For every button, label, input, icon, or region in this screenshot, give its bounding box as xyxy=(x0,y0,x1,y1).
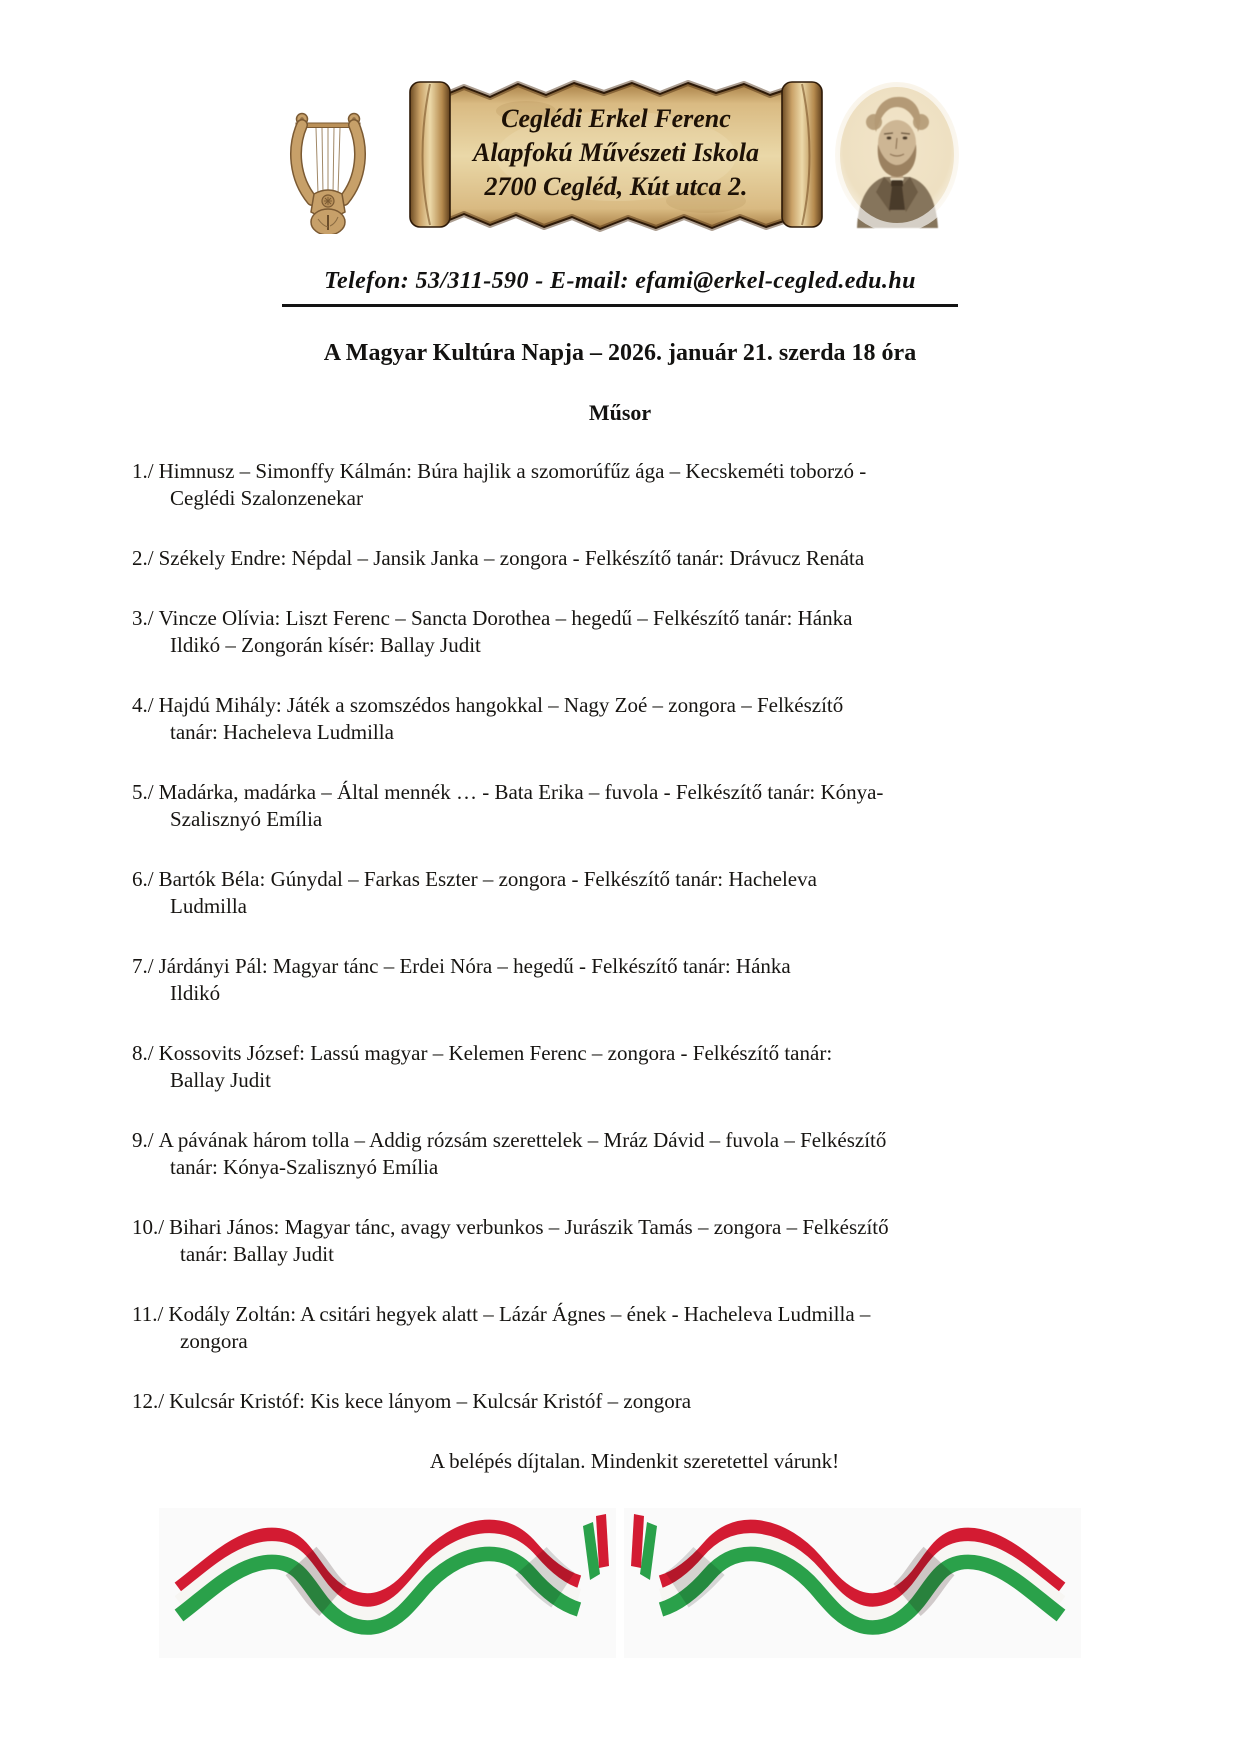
program-item xyxy=(132,953,1137,1007)
item-text-line: Ildikó xyxy=(170,981,221,1005)
item-text-line: Bihari János: Magyar tánc, avagy verbunkos – Jurászik Tamás – zongora – Felkészítő xyxy=(169,1215,889,1239)
program-item xyxy=(132,458,1137,512)
scroll-banner xyxy=(406,71,826,238)
item-number: 2./ xyxy=(132,546,154,570)
item-text-line: Járdányi Pál: Magyar tánc – Erdei Nóra – hegedű - Felkészítő tanár: Hánka xyxy=(158,954,791,978)
program-item xyxy=(132,692,1137,746)
school-header xyxy=(0,66,1240,238)
school-name-line2: Alapfokú Művészeti Iskola xyxy=(472,138,760,167)
school-name-line1: Ceglédi Erkel Ferenc xyxy=(501,104,731,133)
item-text-line: Ludmilla xyxy=(170,894,247,918)
item-text-line: Szalisznyó Emília xyxy=(170,807,323,831)
divider-rule xyxy=(282,304,958,307)
item-text-line: Madárka, madárka – Által mennék … - Bata Erika – fuvola - Felkészítő tanár: Kónya- xyxy=(158,780,884,804)
hungarian-flag-ribbon-right xyxy=(624,1508,1081,1658)
item-text-line: Kulcsár Kristóf: Kis kece lányom – Kulcsár Kristóf – zongora xyxy=(169,1389,692,1413)
item-number: 12./ xyxy=(132,1389,165,1413)
item-number: 4./ xyxy=(132,693,154,717)
item-text-line: Ceglédi Szalonzenekar xyxy=(170,486,363,510)
item-text-line: Bartók Béla: Gúnydal – Farkas Eszter – zongora - Felkészítő tanár: Hacheleva xyxy=(158,867,817,891)
item-number: 8./ xyxy=(132,1041,154,1065)
item-number: 6./ xyxy=(132,867,154,891)
item-text-line: Kossovits József: Lassú magyar – Kelemen Ferenc – zongora - Felkészítő tanár: xyxy=(158,1041,833,1065)
lyre-icon xyxy=(278,104,378,234)
program-item xyxy=(132,1040,1137,1094)
item-number: 3./ xyxy=(132,606,154,630)
program-item xyxy=(132,1301,1137,1355)
item-text-line: tanár: Hacheleva Ludmilla xyxy=(170,720,394,744)
program-item xyxy=(132,545,1137,572)
flag-ribbons-row xyxy=(0,1508,1240,1658)
erkel-ferenc-portrait xyxy=(832,80,962,230)
program-section xyxy=(132,458,1137,1475)
program-item xyxy=(132,779,1137,833)
hungarian-flag-ribbon-left xyxy=(159,1508,616,1658)
contact-line: Telefon: 53/311-590 - E-mail: efami@erkel-cegled.edu.hu xyxy=(324,268,916,294)
item-text-line: Ballay Judit xyxy=(170,1068,271,1092)
item-text-line: Himnusz – Simonffy Kálmán: Búra hajlik a szomorúfűz ága – Kecskeméti toborzó - xyxy=(158,459,867,483)
program-item xyxy=(132,1127,1137,1181)
school-address: 2700 Cegléd, Kút utca 2. xyxy=(484,172,748,201)
closing-line: A belépés díjtalan. Mindenkit szeretettel várunk! xyxy=(429,1449,840,1473)
hungarian-flag-ribbon-mirrored-icon xyxy=(624,1508,1081,1658)
item-number: 10./ xyxy=(132,1215,165,1239)
program-item xyxy=(132,866,1137,920)
program-item xyxy=(132,1214,1137,1268)
item-text-line: Hajdú Mihály: Játék a szomszédos hangokkal – Nagy Zoé – zongora – Felkészítő xyxy=(158,693,844,717)
event-title: A Magyar Kultúra Napja – 2026. január 21. szerda 18 óra xyxy=(323,340,917,366)
program-item xyxy=(132,1388,1137,1415)
item-number: 5./ xyxy=(132,780,154,804)
item-text-line: tanár: Ballay Judit xyxy=(180,1242,334,1266)
item-text-line: Vincze Olívia: Liszt Ferenc – Sancta Dorothea – hegedű – Felkészítő tanár: Hánka xyxy=(158,606,853,630)
program-list xyxy=(132,458,1137,1415)
program-heading: Műsor xyxy=(588,400,652,425)
item-text-line: tanár: Kónya-Szalisznyó Emília xyxy=(170,1155,439,1179)
school-name-block xyxy=(454,102,778,204)
program-item xyxy=(132,605,1137,659)
item-text-line: A pávának három tolla – Addig rózsám szerettelek – Mráz Dávid – fuvola – Felkészítő xyxy=(158,1128,887,1152)
item-text-line: Székely Endre: Népdal – Jansik Janka – zongora - Felkészítő tanár: Drávucz Renáta xyxy=(158,546,865,570)
item-number: 9./ xyxy=(132,1128,154,1152)
hungarian-flag-ribbon-icon xyxy=(159,1508,616,1658)
item-text-line: zongora xyxy=(180,1329,248,1353)
item-number: 1./ xyxy=(132,459,154,483)
item-number: 11./ xyxy=(132,1302,164,1326)
item-number: 7./ xyxy=(132,954,154,978)
item-text-line: Ildikó – Zongorán kísér: Ballay Judit xyxy=(170,633,481,657)
item-text-line: Kodály Zoltán: A csitári hegyek alatt – Lázár Ágnes – ének - Hacheleva Ludmilla – xyxy=(168,1302,871,1326)
